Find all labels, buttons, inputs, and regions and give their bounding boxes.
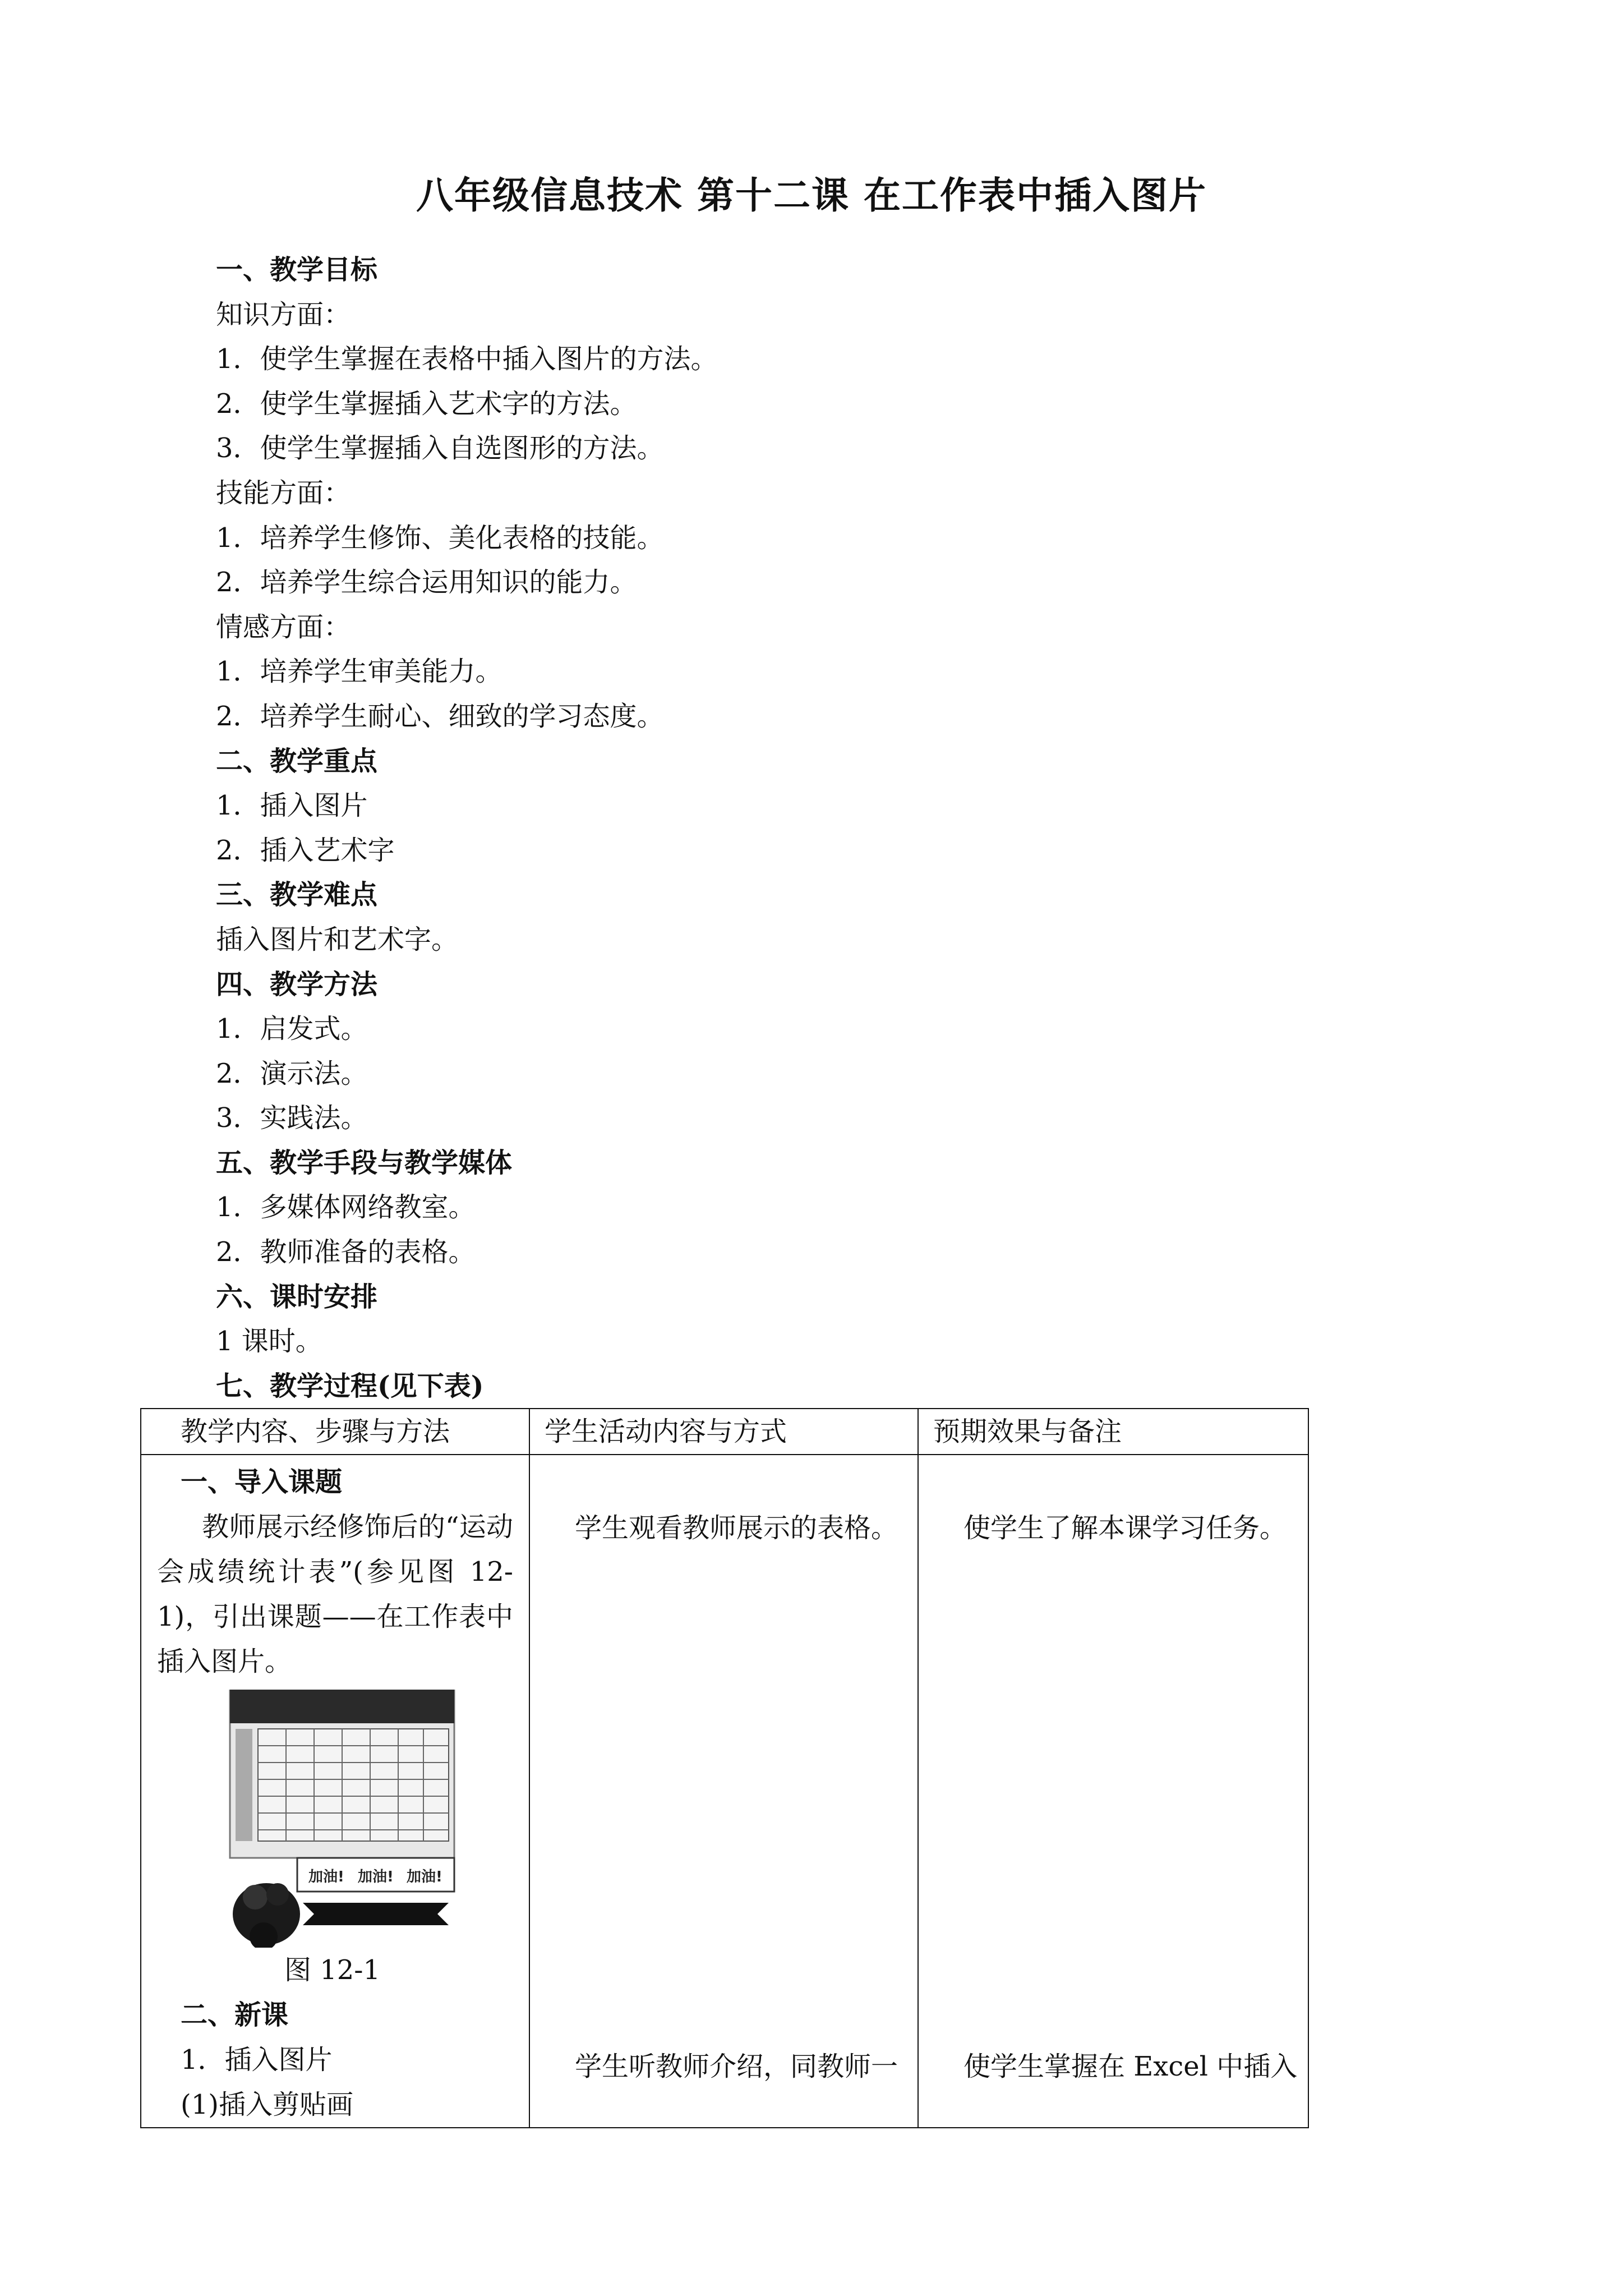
body-line: 1．培养学生修饰、美化表格的技能。 bbox=[216, 522, 664, 554]
body-line: 2．插入艺术字 bbox=[216, 834, 395, 866]
body-line: 插入图片和艺术字。 bbox=[216, 923, 459, 955]
body-line: 1．使学生掌握在表格中插入图片的方法。 bbox=[216, 343, 718, 375]
paragraph: 教师展示经修饰后的“运动会成绩统计表”(参见图 12-1)，引出课题——在工作表中插入图片。 bbox=[157, 1511, 513, 1677]
body-line: 1 课时。 bbox=[216, 1326, 322, 1358]
student-activity-text: 学生听教师介绍，同教师一 bbox=[575, 2051, 898, 2082]
section-heading: 一、教学目标 bbox=[216, 254, 378, 286]
student-activity-cell bbox=[529, 1455, 918, 2128]
body-line: 2．使学生掌握插入艺术字的方法。 bbox=[216, 388, 637, 420]
body-line: 知识方面： bbox=[216, 298, 351, 330]
teaching-content-cell bbox=[141, 1455, 529, 2128]
table-header-row bbox=[141, 1409, 1308, 1455]
banner-text: 加油! bbox=[407, 1869, 442, 1885]
figure-12-1-image bbox=[224, 1690, 460, 1948]
table-header-cell: 预期效果与备注 bbox=[918, 1409, 1308, 1455]
table-row bbox=[141, 1455, 1308, 2128]
lesson-plan-body bbox=[216, 248, 1338, 1409]
student-activity-text: 学生观看教师展示的表格。 bbox=[575, 1512, 898, 1544]
figure-caption: 图 12-1 bbox=[284, 1954, 381, 1986]
body-line: 3．实践法。 bbox=[216, 1102, 368, 1134]
body-line: 2．培养学生综合运用知识的能力。 bbox=[216, 567, 637, 599]
table-header-cell: 学生活动内容与方式 bbox=[529, 1409, 918, 1455]
body-line: 技能方面： bbox=[216, 477, 351, 509]
section-heading: 七、教学过程(见下表) bbox=[216, 1370, 484, 1402]
body-line: 2．教师准备的表格。 bbox=[216, 1236, 476, 1268]
spreadsheet-thumbnail-illustration bbox=[224, 1690, 460, 1948]
banner-text: 加油! bbox=[358, 1869, 394, 1885]
section-heading: 一、导入课题 bbox=[181, 1466, 343, 1498]
body-line: 2．培养学生耐心、细致的学习态度。 bbox=[216, 700, 664, 732]
section-heading: 四、教学方法 bbox=[216, 968, 378, 1000]
expected-effect-text: 使学生了解本课学习任务。 bbox=[963, 1512, 1287, 1544]
section-heading: 五、教学手段与教学媒体 bbox=[216, 1147, 513, 1179]
body-line: 1．插入图片 bbox=[216, 790, 368, 822]
teaching-process-table bbox=[140, 1408, 1309, 2128]
expected-effect-cell bbox=[918, 1455, 1308, 2128]
body-line: 1．培养学生审美能力。 bbox=[216, 656, 502, 688]
page-title: 八年级信息技术 第十二课 在工作表中插入图片 bbox=[416, 173, 1207, 217]
body-line: 3．使学生掌握插入自选图形的方法。 bbox=[216, 432, 664, 464]
table-header-cell: 教学内容、步骤与方法 bbox=[141, 1409, 529, 1455]
body-line: 1．启发式。 bbox=[216, 1013, 368, 1045]
subsection-label: (1)插入剪贴画 bbox=[181, 2089, 353, 2120]
banner-text: 加油! bbox=[308, 1869, 344, 1885]
body-line: 1．多媒体网络教室。 bbox=[216, 1191, 476, 1223]
body-line: 情感方面： bbox=[216, 611, 351, 643]
expected-effect-text: 使学生掌握在 Excel 中插入 bbox=[963, 2051, 1298, 2082]
section-heading: 二、新课 bbox=[181, 1999, 289, 2031]
subsection-label: 1．插入图片 bbox=[181, 2044, 333, 2076]
section-heading: 六、课时安排 bbox=[216, 1281, 378, 1313]
section-heading: 二、教学重点 bbox=[216, 745, 378, 777]
body-line: 2．演示法。 bbox=[216, 1057, 368, 1089]
section-heading: 三、教学难点 bbox=[216, 879, 378, 911]
